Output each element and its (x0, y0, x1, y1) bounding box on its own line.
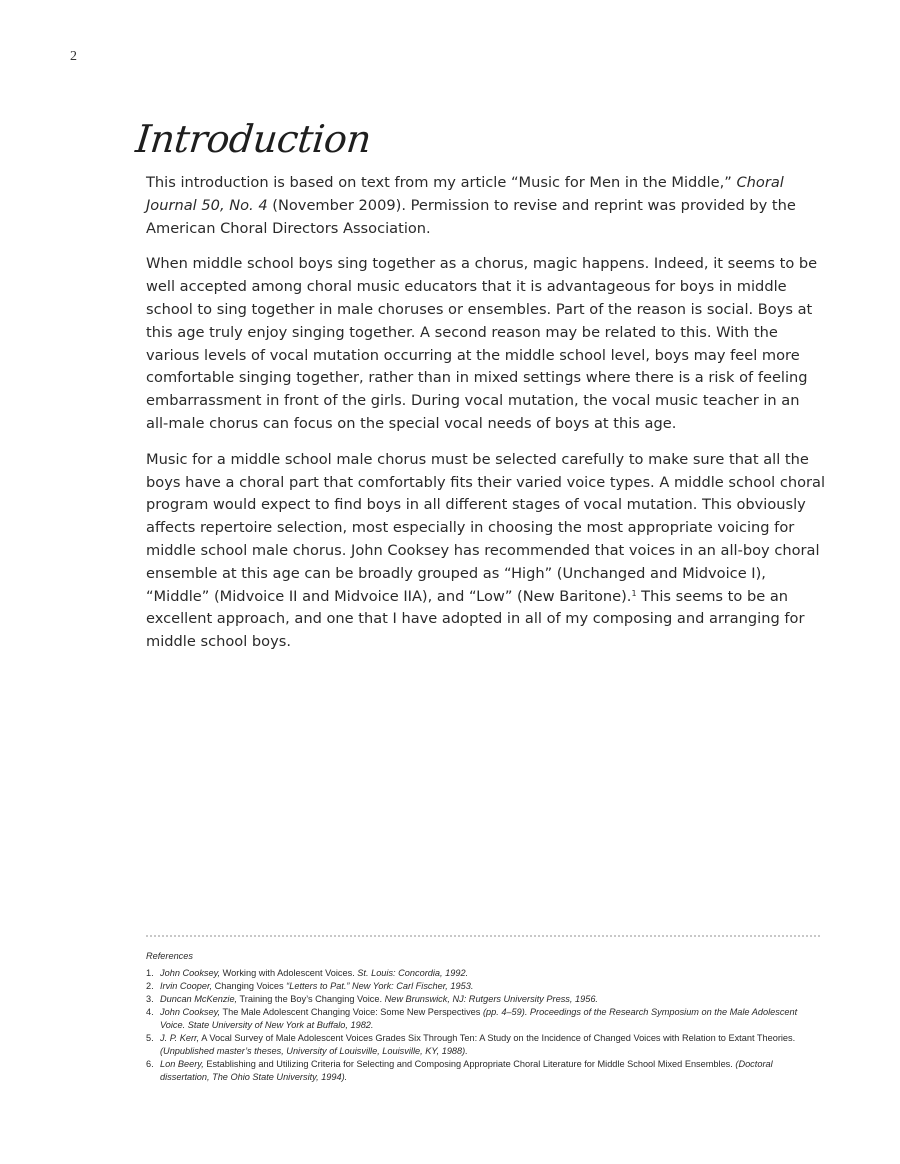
page-number: 2 (70, 49, 77, 64)
reference-author: John Cooksey, (160, 1007, 221, 1017)
reference-item (146, 1006, 822, 1032)
reference-publication: St. Louis: Concordia, 1992. (354, 968, 469, 978)
reference-number: 2. (146, 981, 154, 991)
reference-author: Lon Beery, (160, 1059, 204, 1069)
reference-title: Changing Voices (212, 981, 284, 991)
reference-publication: (pp. 4–59). Proceedings of the Research Symposium on the Male Adolescent Voice. State University of New York at Buffalo, 1982. (160, 1007, 798, 1030)
reference-item (146, 1032, 822, 1058)
introduction-body (146, 172, 826, 667)
intro-paragraph-3 (146, 449, 826, 654)
references-divider (146, 935, 820, 937)
reference-item (146, 967, 822, 980)
reference-publication: New Brunswick, NJ: Rutgers University Press, 1956. (382, 994, 598, 1004)
intro-paragraph-1-text-end: (November 2009). Permission to revise and reprint was provided by the American Choral Directors Association. (146, 196, 796, 237)
references-section (146, 950, 822, 1084)
page-title: Introduction (133, 117, 373, 162)
reference-publication: (Unpublished master’s theses, University of Louisville, Louisville, KY, 1988). (160, 1046, 468, 1056)
reference-number: 3. (146, 994, 154, 1004)
intro-paragraph-1 (146, 172, 826, 240)
references-heading: References (146, 951, 193, 961)
reference-author: Irvin Cooper, (160, 981, 213, 991)
footnote-marker: 1 (631, 588, 637, 598)
reference-item (146, 980, 822, 993)
reference-publication: “Letters to Pat.” New York: Carl Fischer, 1953. (283, 981, 474, 991)
reference-number: 1. (146, 968, 154, 978)
intro-paragraph-3-text: Music for a middle school male chorus must be selected carefully to make sure that all the boys have a choral part that comfortably fits their varied voice types. A middle school choral program would expect to find boys in all different stages of vocal mutation. This obviously affects repertoire selection, most especially in choosing the most appropriate voicing for middle school male chorus. John Cooksey has recommended that voices in an all-boy choral ensemble at this age can be broadly grouped as “High” (Unchanged and Midvoice I), “Middle” (Midvoice II and Midvoice IIA), and “Low” (New Baritone). (146, 450, 826, 605)
intro-paragraph-1-text: This introduction is based on text from my article “Music for Men in the Middle,” (146, 174, 737, 191)
reference-title: A Vocal Survey of Male Adolescent Voices Grades Six Through Ten: A Study on the Incidence of Changed Voices with Relation to Extant Theories. (199, 1033, 796, 1043)
reference-title: Training the Boy’s Changing Voice. (237, 994, 383, 1004)
reference-number: 4. (146, 1007, 154, 1017)
reference-author: J. P. Kerr, (160, 1033, 200, 1043)
reference-author: John Cooksey, (160, 968, 221, 978)
reference-publication: (Doctoral dissertation, The Ohio State University, 1994). (160, 1059, 773, 1082)
reference-title: Working with Adolescent Voices. (220, 968, 355, 978)
reference-number: 5. (146, 1033, 154, 1043)
reference-number: 6. (146, 1059, 154, 1069)
journal-citation: Choral Journal 50, No. 4 (146, 174, 784, 214)
references-list (146, 967, 822, 1084)
reference-item (146, 993, 822, 1006)
reference-title: The Male Adolescent Changing Voice: Some New Perspectives (220, 1007, 481, 1017)
intro-paragraph-2: When middle school boys sing together as a chorus, magic happens. Indeed, it seems to be well accepted among choral music educators that it is advantageous for boys in middle school to sing together in male choruses or ensembles. Part of the reason is social. Boys at this age truly enjoy singing together. A second reason may be related to this. With the various levels of vocal mutation occurring at the middle school level, boys may feel more comfortable singing together, rather than in mixed settings where there is a risk of feeling embarrassment in front of the girls. During vocal mutation, the vocal music teacher in an all-male chorus can focus on the special vocal needs of boys at this age. (146, 255, 818, 432)
reference-author: Duncan McKenzie, (160, 994, 238, 1004)
reference-item (146, 1058, 822, 1084)
reference-title: Establishing and Utilizing Criteria for Selecting and Composing Appropriate Choral Literature for Middle School Mixed Ensembles. (203, 1059, 733, 1069)
intro-paragraph-3-text-end: This seems to be an excellent approach, and one that I have adopted in all of my composing and arranging for middle school boys. (146, 587, 805, 651)
